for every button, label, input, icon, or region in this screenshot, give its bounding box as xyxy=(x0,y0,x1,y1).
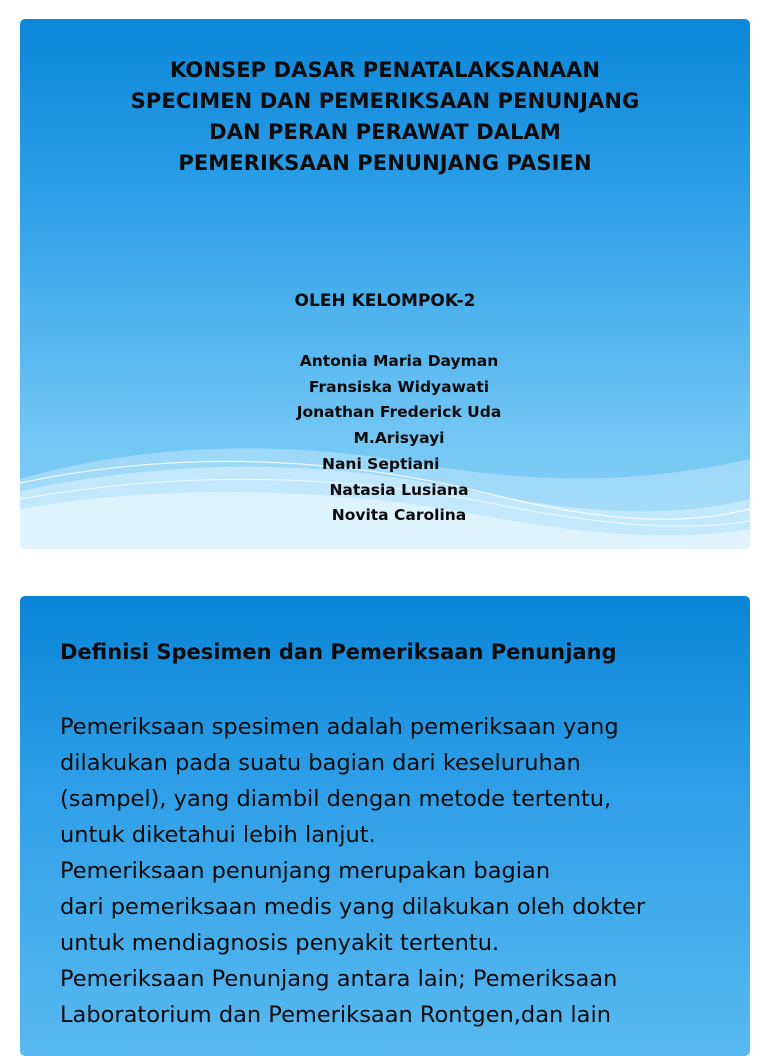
body-line: untuk diketahui lebih lanjut. xyxy=(60,822,376,848)
member-name: Fransiska Widyawati xyxy=(308,377,490,396)
member-name: Novita Carolina xyxy=(331,506,467,525)
title-line: PEMERIKSAAN PENUNJANG PASIEN xyxy=(178,151,592,175)
member-name: Antonia Maria Dayman xyxy=(299,352,499,370)
slide-body xyxy=(60,709,740,1033)
member-name: Natasia Lusiana xyxy=(329,480,469,499)
slide-heading: Definisi Spesimen dan Pemeriksaan Penunjang xyxy=(60,640,617,664)
member-name: Nani Septiani xyxy=(322,454,440,473)
title-line: SPECIMEN DAN PEMERIKSAAN PENUNJANG xyxy=(130,89,640,113)
body-line: Pemeriksaan penunjang merupakan bagian xyxy=(60,858,551,884)
member-name: M.Arisyayi xyxy=(353,429,445,448)
body-line: Laboratorium dan Pemeriksaan Rontgen,dan lain xyxy=(60,1002,611,1028)
body-line: Pemeriksaan Penunjang antara lain; Pemeriksaan xyxy=(60,966,618,992)
title-line: DAN PERAN PERAWAT DALAM xyxy=(209,120,561,144)
group-byline: OLEH KELOMPOK-2 xyxy=(294,291,476,311)
title-slide xyxy=(20,19,750,549)
member-name: Jonathan Frederick Uda xyxy=(296,403,502,422)
body-line: (sampel), yang diambil dengan metode tertentu, xyxy=(60,786,612,812)
body-line: Pemeriksaan spesimen adalah pemeriksaan yang xyxy=(60,714,619,740)
body-line: untuk mendiagnosis penyakit tertentu. xyxy=(60,930,500,956)
body-line: dilakukan pada suatu bagian dari keseluruhan xyxy=(60,750,581,776)
member-list xyxy=(20,349,750,529)
definition-slide xyxy=(20,596,750,1056)
slide-title xyxy=(20,55,750,179)
body-line: dari pemeriksaan medis yang dilakukan oleh dokter xyxy=(60,894,646,920)
title-line: KONSEP DASAR PENATALAKSANAAN xyxy=(169,58,601,82)
